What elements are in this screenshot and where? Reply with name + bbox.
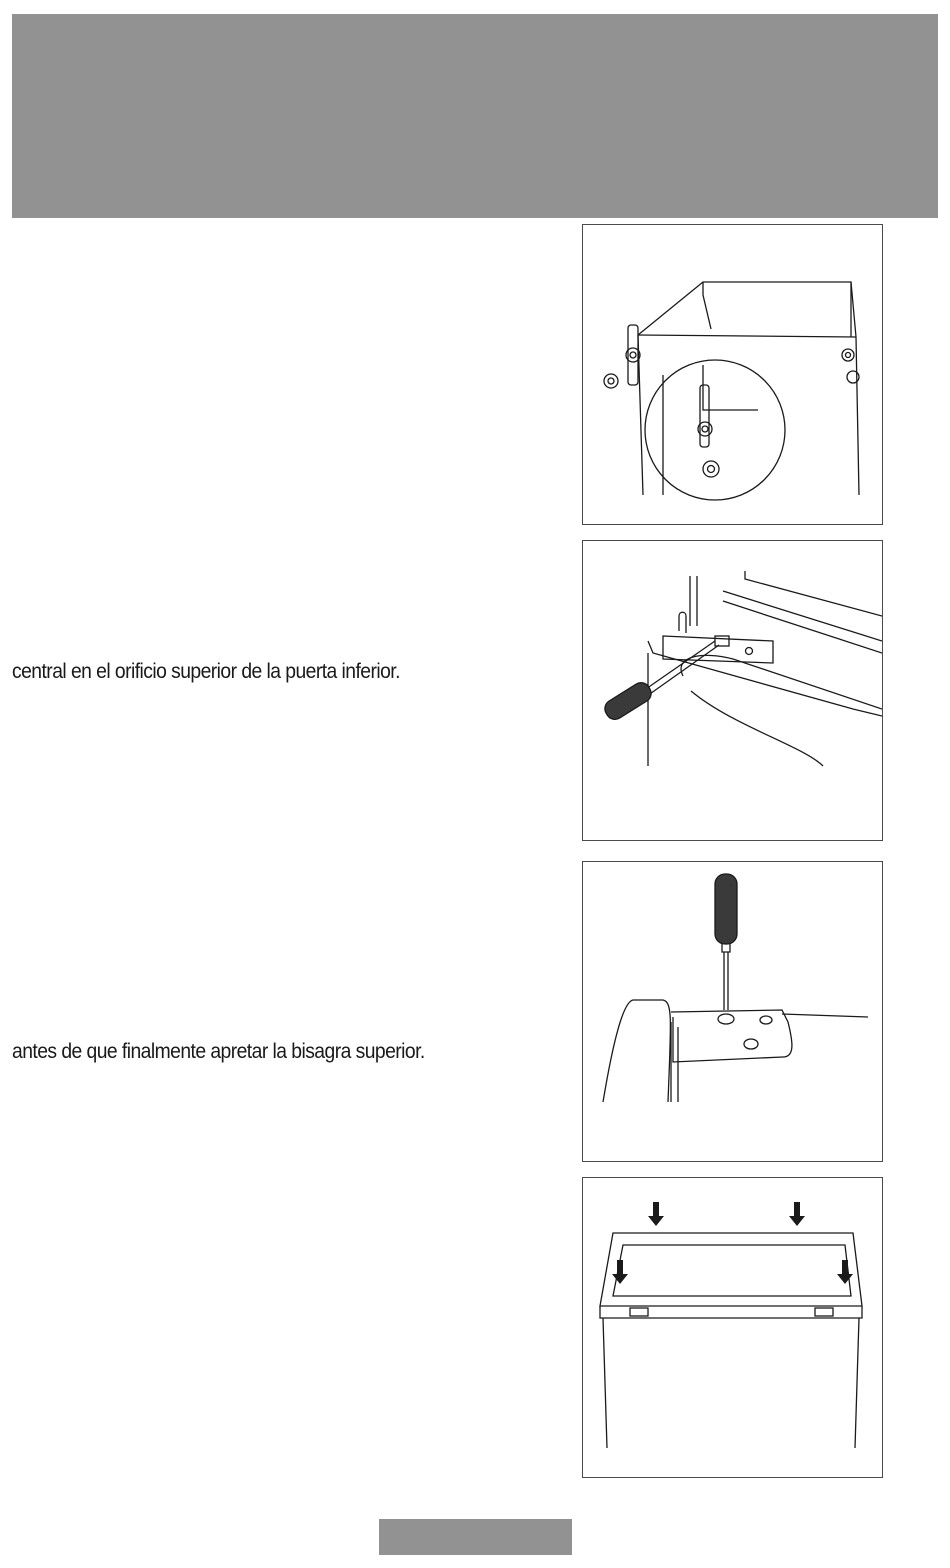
page-number-band <box>379 1519 572 1555</box>
figure-top-cover <box>582 1177 883 1478</box>
step-text-top-hinge: antes de que finalmente apretar la bisagra superior. <box>12 1040 425 1063</box>
step-text-middle-hinge: central en el orificio superior de la puerta inferior. <box>12 660 400 683</box>
figure-hinge-detail <box>582 224 883 525</box>
hinge-detail-illustration <box>583 225 882 524</box>
figure-top-hinge <box>582 861 883 1162</box>
screwdriver-middle-hinge-illustration <box>583 541 882 840</box>
top-cover-arrows-illustration <box>583 1178 882 1477</box>
figure-middle-hinge <box>582 540 883 841</box>
screwdriver-top-hinge-illustration <box>583 862 882 1161</box>
header-band <box>12 14 938 218</box>
